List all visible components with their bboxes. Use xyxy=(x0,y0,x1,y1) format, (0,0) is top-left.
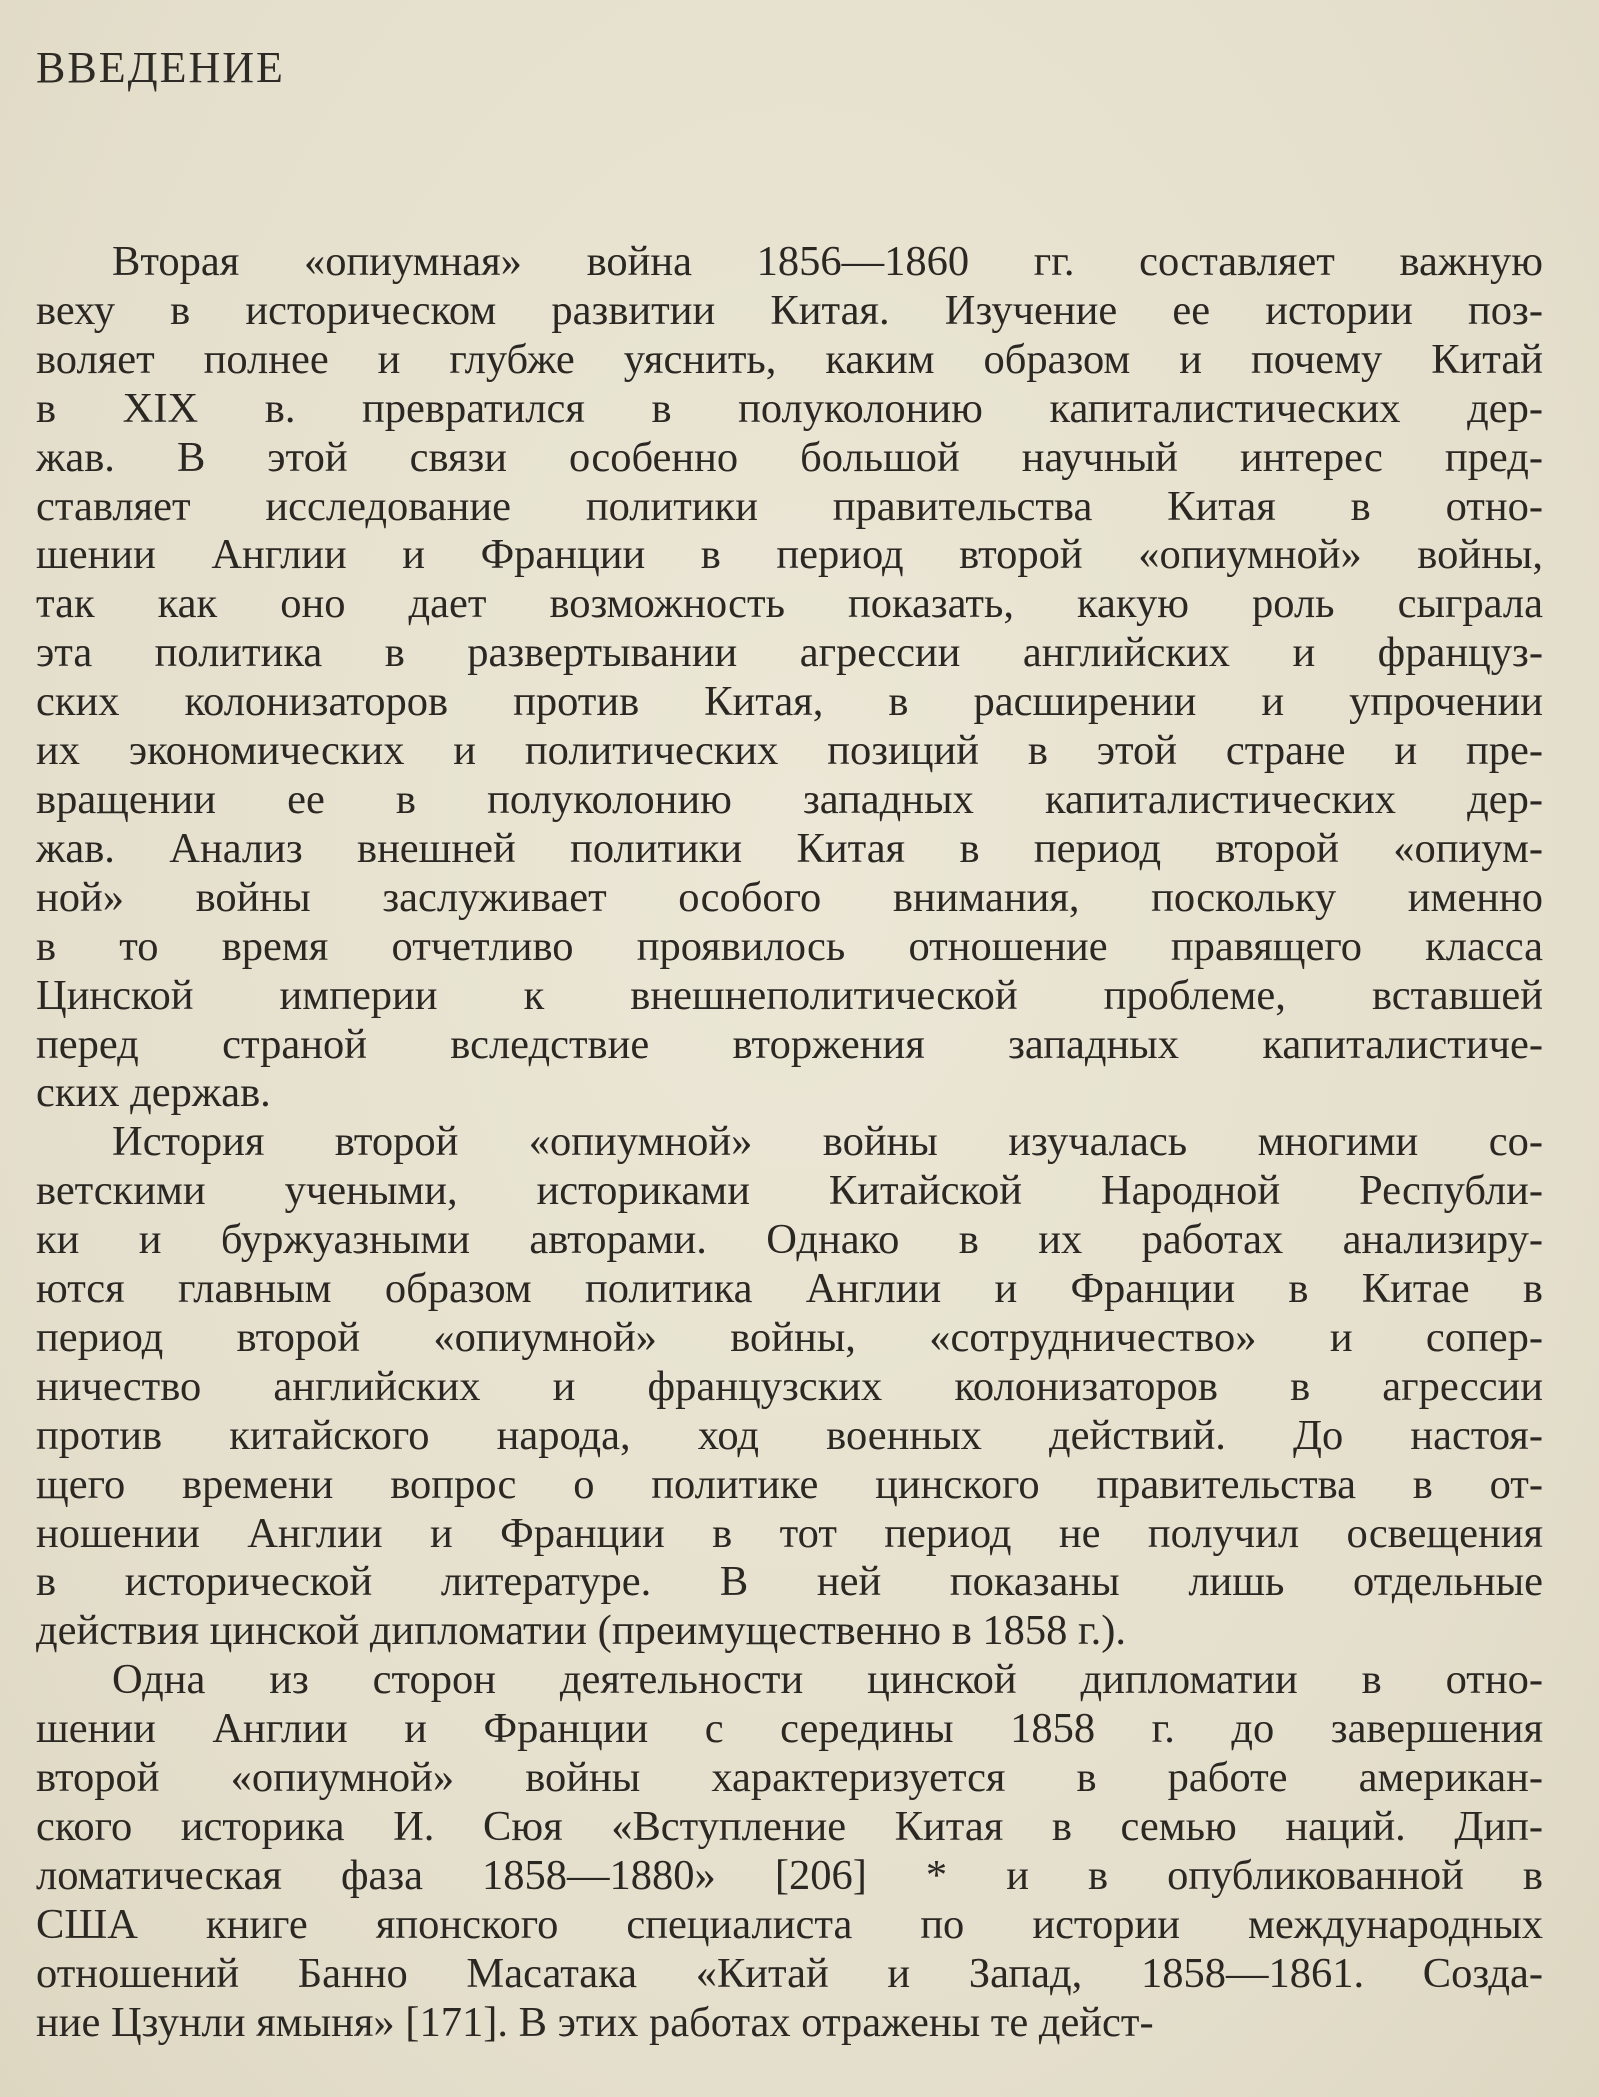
text-line: ной» войны заслуживает особого внимания, поскольку именно xyxy=(36,873,1543,921)
body-text xyxy=(36,238,1543,2048)
text-line: перед страной вследствие вторжения западных капиталистиче- xyxy=(36,1020,1543,1068)
text-line: Цинской империи к внешнеполитической проблеме, вставшей xyxy=(36,971,1543,1019)
text-line: ских колонизаторов против Китая, в расширении и упрочении xyxy=(36,678,1543,726)
paragraph xyxy=(36,1118,1543,1656)
text-line: жав. В этой связи особенно большой научный интерес пред- xyxy=(36,433,1543,481)
text-line: ничество английских и французских колонизаторов в агрессии xyxy=(36,1362,1543,1410)
text-line: История второй «опиумной» войны изучалась многими со- xyxy=(112,1118,1543,1166)
text-line: второй «опиумной» войны характеризуется в работе американ- xyxy=(36,1754,1543,1802)
text-line: в то время отчетливо проявилось отношение правящего класса xyxy=(36,922,1543,970)
text-line: ношении Англии и Франции в тот период не получил освещения xyxy=(36,1509,1543,1557)
text-line: действия цинской дипломатии (преимущественно в 1858 г.). xyxy=(36,1607,1127,1655)
text-line: в XIX в. превратился в полуколонию капиталистических дер- xyxy=(36,384,1543,432)
text-line: жав. Анализ внешней политики Китая в период второй «опиум- xyxy=(36,824,1543,872)
text-line: США книге японского специалиста по истории международных xyxy=(36,1900,1543,1948)
text-line: Вторая «опиумная» война 1856—1860 гг. составляет важную xyxy=(112,238,1543,285)
text-line: шении Англии и Франции с середины 1858 г. до завершения xyxy=(36,1705,1543,1753)
paragraph xyxy=(36,238,1543,1118)
text-line: ки и буржуазными авторами. Однако в их работах анализиру- xyxy=(36,1216,1543,1264)
text-line: ских держав. xyxy=(36,1069,271,1117)
text-line: их экономических и политических позиций в этой стране и пре- xyxy=(36,727,1543,775)
text-line: так как оно дает возможность показать, какую роль сыграла xyxy=(36,580,1543,628)
text-line: эта политика в развертывании агрессии английских и француз- xyxy=(36,629,1543,677)
text-line: ветскими учеными, историками Китайской Народной Республи- xyxy=(36,1167,1543,1215)
text-line: ского историка И. Сюя «Вступление Китая в семью наций. Дип- xyxy=(36,1803,1543,1850)
text-line: ломатическая фаза 1858—1880» [206] * и в опубликованной в xyxy=(36,1851,1543,1899)
text-line: ние Цзунли ямыня» [171]. В этих работах отражены те дейст- xyxy=(36,1998,1154,2046)
paragraph xyxy=(36,1656,1543,2047)
text-line: вращении ее в полуколонию западных капиталистических дер- xyxy=(36,775,1543,823)
text-line: период второй «опиумной» войны, «сотрудничество» и сопер- xyxy=(36,1313,1543,1361)
text-line: воляет полнее и глубже уяснить, каким образом и почему Китай xyxy=(36,335,1543,383)
text-line: в исторической литературе. В ней показаны лишь отдельные xyxy=(36,1558,1543,1606)
text-line: ются главным образом политика Англии и Франции в Китае в xyxy=(36,1265,1543,1313)
text-line: отношений Банно Масатака «Китай и Запад, 1858—1861. Созда- xyxy=(36,1949,1543,1997)
text-line: шении Англии и Франции в период второй «опиумной» войны, xyxy=(36,531,1543,579)
text-line: веху в историческом развитии Китая. Изучение ее истории поз- xyxy=(36,286,1543,334)
chapter-heading: ВВЕДЕНИЕ xyxy=(36,43,285,92)
text-line: щего времени вопрос о политике цинского правительства в от- xyxy=(36,1460,1543,1508)
text-line: Одна из сторон деятельности цинской дипломатии в отно- xyxy=(112,1656,1543,1704)
text-line: ставляет исследование политики правительства Китая в отно- xyxy=(36,482,1543,530)
text-line: против китайского народа, ход военных действий. До настоя- xyxy=(36,1411,1543,1459)
